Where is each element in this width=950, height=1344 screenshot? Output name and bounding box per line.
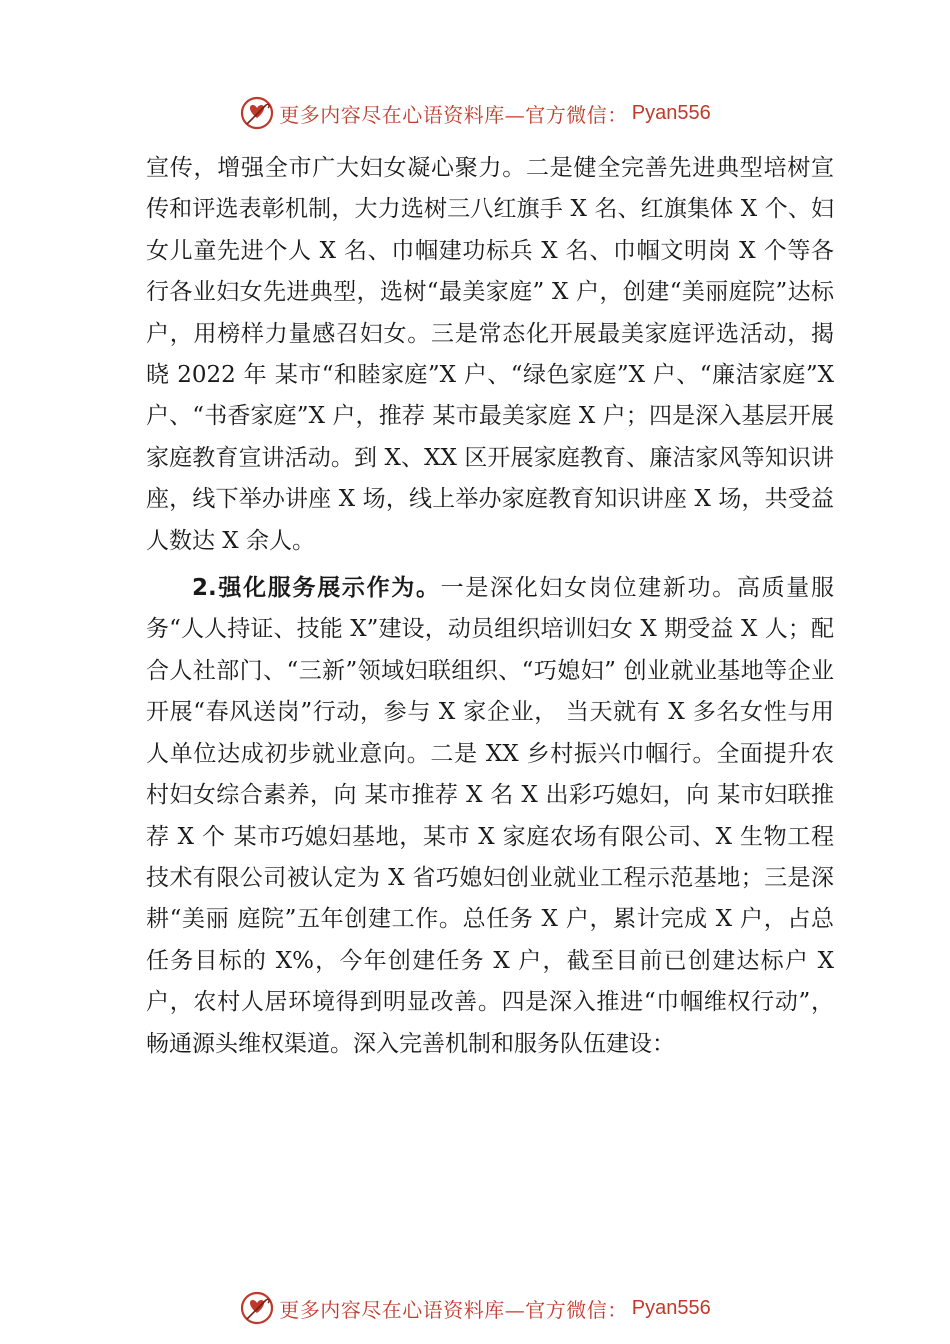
paragraph-1	[146, 148, 834, 562]
banner-text: 更多内容尽在心语资料库—官方微信：	[279, 1297, 628, 1322]
banner-account: Pyan556	[631, 1296, 711, 1319]
paragraph-text: 一是深化妇女岗位建新功。高质量服务“人人持证、技能 X”建设，动员组织培训妇女 X 期受益 X 人；配合人社部门、“三新”领域妇联组织、“巧媳妇” 创业就业基地等企业开展“春风送岗”行动，参与 X 家企业， 当天就有 X 多名女性与用人单位达成初步就业意向。二是 XX 乡村振兴巾帼行。全面提升农村妇女综合素养，向 某市推荐 X 名 X 出彩巧媳妇，向 某市妇联推荐 X 个 某市巧媳妇基地，某市 X 家庭农场有限公司、X 生物工程技术有限公司被认定为 X 省巧媳妇创业就业工程示范基地；三是深耕“美丽 庭院”五年创建工作。总任务 X 户，累计完成 X 户，占总任务目标的 X%，今年创建任务 X 户，截至目前已创建达标户 X 户，农村人居环境得到明显改善。四是深入推进“巾帼维权行动”，畅通源头维权渠道。深入完善机制和服务队伍建设：	[146, 575, 834, 1057]
paragraph-heading: 2.强化服务展示作为。	[192, 575, 441, 602]
paragraph-2	[146, 568, 834, 1065]
header-banner	[0, 93, 950, 133]
document-body	[146, 148, 834, 1065]
banner-account: Pyan556	[631, 101, 711, 124]
paragraph-text: 宣传，增强全市广大妇女凝心聚力。二是健全完善先进典型培树宣传和评选表彰机制，大力选树三八红旗手 X 名、红旗集体 X 个、妇女儿童先进个人 X 名、巾帼建功标兵 X 名、巾帼文明岗 X 个等各行各业妇女先进典型，选树“最美家庭” X 户，创建“美丽庭院”达标户，用榜样力量感召妇女。三是常态化开展最美家庭评选活动，揭晓 2022 年 某市“和睦家庭”X 户、“绿色家庭”X 户、“廉洁家庭”X 户、“书香家庭”X 户，推荐 某市最美家庭 X 户；四是深入基层开展家庭教育宣讲活动。到 X、XX 区开展家庭教育、廉洁家风等知识讲座，线下举办讲座 X 场，线上举办家庭教育知识讲座 X 场，共受益人数达 X 余人。	[146, 155, 834, 554]
heart-feather-logo-icon	[239, 1290, 275, 1326]
heart-feather-logo-icon	[239, 95, 275, 131]
banner-text: 更多内容尽在心语资料库—官方微信：	[279, 102, 628, 127]
footer-banner	[0, 1288, 950, 1328]
